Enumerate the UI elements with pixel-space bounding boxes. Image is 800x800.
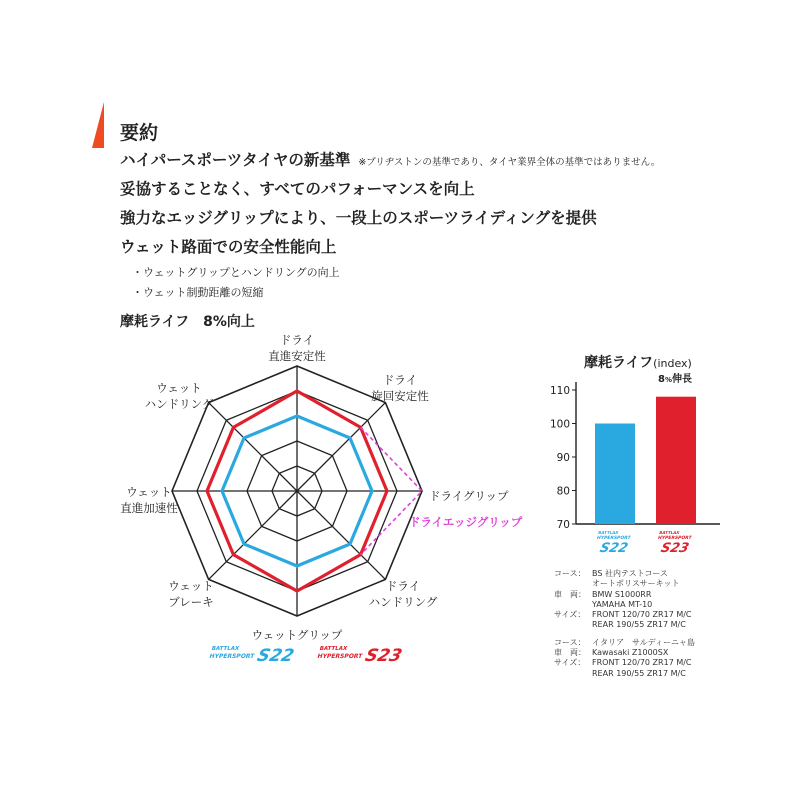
legend-logo-s23 <box>315 646 404 666</box>
note-key: コース： <box>554 569 586 578</box>
note-row <box>554 579 695 589</box>
radar-axis-label-line: ウェット <box>168 579 214 593</box>
bar-y-tick-label: 70 <box>556 519 570 531</box>
note-row <box>554 569 695 579</box>
bar-y-tick-label: 110 <box>549 385 570 397</box>
note-row <box>554 658 695 668</box>
bar-chart <box>540 366 740 556</box>
radar-axis-label <box>120 485 178 515</box>
bar-logo-line: HYPERSPORT <box>596 536 631 541</box>
bar-s22 <box>595 424 635 525</box>
note-key: 車 両： <box>554 648 586 658</box>
radar-axis-label <box>369 579 438 609</box>
radar-axis-label-line: ドライ <box>382 373 418 387</box>
note-key: サイズ： <box>554 610 586 620</box>
bar-annotation-word: 伸長 <box>671 374 692 385</box>
note-row <box>554 669 695 679</box>
legend-logo-line: HYPERSPORT <box>208 653 256 660</box>
note-key <box>554 620 592 630</box>
radar-axis-label-line: ハンドリング <box>368 595 438 609</box>
note-key: サイズ： <box>554 658 586 668</box>
accent-mark <box>92 102 104 148</box>
note-value: FRONT 120/70 ZR17 M/C <box>592 610 692 620</box>
note-value: BS 社内テストコース <box>592 569 668 578</box>
radar-chart <box>100 333 530 680</box>
bar-title-text: 摩耗ライフ <box>584 355 654 371</box>
bar-logo-line: HYPERSPORT <box>657 536 692 541</box>
bar-title-unit: (index) <box>653 357 692 370</box>
note-row <box>554 600 695 610</box>
bar-category-label: S23 <box>659 541 691 556</box>
note-row <box>554 648 695 658</box>
test-conditions-group-1 <box>554 569 695 631</box>
summary-bullet-1: ・ ウェットグリップとハンドリングの向上 <box>132 264 660 284</box>
radar-axis-label <box>268 333 326 363</box>
note-value: イタリア サルディーニャ島 <box>592 637 695 647</box>
legend-logo-model: S23 <box>362 646 405 666</box>
radar-axis-label <box>168 579 214 609</box>
note-value: オートポリスサーキット <box>592 579 680 589</box>
note-key <box>554 600 592 610</box>
wear-life-heading: 摩耗ライフ 8%向上 <box>120 314 255 330</box>
note-value: Kawasaki Z1000SX <box>592 648 669 658</box>
note-value: FRONT 120/70 ZR17 M/C <box>592 658 692 668</box>
radar-axis-label-line: ドライ <box>385 579 421 593</box>
test-conditions <box>554 569 695 686</box>
legend-logo-brand: BATTLAX <box>318 646 348 652</box>
radar-axis-label-line: 直進加速性 <box>120 501 178 515</box>
bar-y-tick-label: 80 <box>556 485 570 498</box>
note-row <box>554 620 695 630</box>
summary-section <box>120 118 660 304</box>
radar-axis-label-line: ウェットグリップ <box>251 628 343 642</box>
bar-s23 <box>656 397 696 524</box>
note-key: 車 両： <box>554 589 586 599</box>
bar-annotation-number: 8 <box>658 374 665 385</box>
note-value: BMW S1000RR <box>592 589 652 599</box>
bar-logo-brand: BATTLAX <box>658 530 681 535</box>
note-key <box>554 669 592 679</box>
summary-point-1 <box>120 148 660 177</box>
test-conditions-group-2 <box>554 638 695 679</box>
summary-point-text: ハイパースポーツタイヤの新基準 <box>120 151 351 169</box>
radar-axis-label-line: ハンドリング <box>144 397 214 411</box>
radar-axis-label <box>371 373 429 403</box>
legend-logo-line: HYPERSPORT <box>316 653 364 660</box>
summary-point-3: 強力なエッジグリップにより、一段上のスポーツライディングを提供 <box>120 209 597 227</box>
legend-logo-brand: BATTLAX <box>210 646 240 652</box>
radar-axis-label-line: ドライ <box>279 333 315 347</box>
note-value: REAR 190/55 ZR17 M/C <box>592 668 686 678</box>
radar-axis-label-line: 旋回安定性 <box>371 389 429 403</box>
radar-axis-label-line: 直進安定性 <box>268 349 326 363</box>
bar-category-logo-s22 <box>592 530 633 556</box>
radar-axis-label-line: ウェット <box>126 485 172 499</box>
radar-edge-grip-label: ドライエッジグリップ <box>409 515 523 529</box>
bar-y-tick-label: 90 <box>556 452 570 464</box>
note-row <box>554 638 695 648</box>
summary-bullet-2: ・ ウェット制動距離の短縮 <box>132 284 660 304</box>
bar-y-tick-label: 100 <box>549 418 570 431</box>
bar-category-label: S22 <box>598 541 630 556</box>
note-value: REAR 190/55 ZR17 M/C <box>592 620 686 630</box>
radar-axis-label <box>252 628 343 642</box>
summary-footnote: ※ブリヂストンの基準であり、タイヤ業界全体の基準ではありません。 <box>358 157 661 168</box>
note-value: YAMAHA MT-10 <box>592 599 653 609</box>
summary-point-2: 妥協することなく、すべてのパフォーマンスを向上 <box>120 180 475 198</box>
note-row <box>554 610 695 620</box>
note-row <box>554 590 695 600</box>
note-key: コース： <box>554 637 586 647</box>
radar-axis-label-line: ウェット <box>156 381 202 395</box>
legend-logo-model: S22 <box>254 646 297 666</box>
note-key <box>554 579 592 589</box>
radar-axis-label-line: ブレーキ <box>168 595 214 609</box>
bar-annotation <box>658 372 692 385</box>
radar-axis-label-line: ドライグリップ <box>429 489 509 503</box>
radar-axis-label <box>429 489 509 503</box>
bar-annotation-unit: % <box>664 376 672 384</box>
bar-logo-brand: BATTLAX <box>597 530 620 535</box>
legend-logo-s22 <box>207 646 296 666</box>
bar-category-logo-s23 <box>653 530 694 556</box>
summary-point-4: ウェット路面での安全性能向上 <box>120 238 337 256</box>
summary-title: 要約 <box>120 122 159 144</box>
radar-axis-label <box>145 381 214 411</box>
